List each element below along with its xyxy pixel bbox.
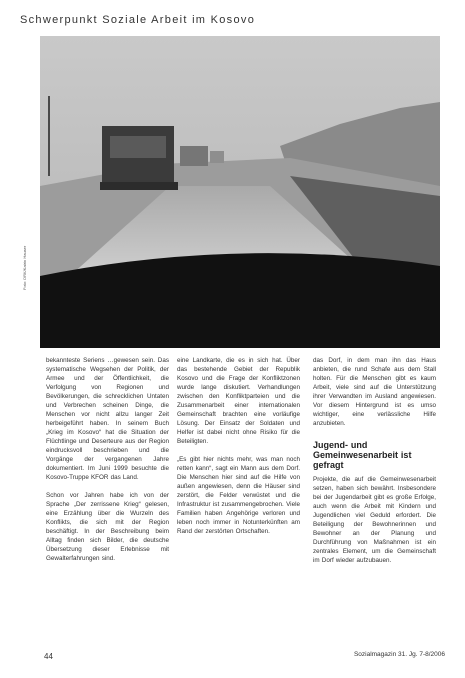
paragraph: das Dorf, in dem man ihn das Haus anbieten, die rund Schafe aus dem Stall holten. Für die Menschen gibt es kaum Arbeit, viele sind auf die Unterstützung ihrer Verwandten im Ausland angewiesen. Vor diesem Hintergrund ist es umso wichtiger, eine verlässliche Hilfe anzubieten. — [313, 357, 436, 427]
paragraph: Projekte, die auf die Gemeinwesenarbeit setzen, haben sich bewährt. Insbesondere bei der Jugendarbeit gibt es große Erfolge, auch wenn die Arbeit mit Kindern und Jugendlichen viel Geduld erfordert. Die Beteiligung der Bewohnerinnen und Bewohner an der Planung und Durchführung von Maßnahmen ist ein zentrales Element, um die Gemeinschaft im Dorf wieder aufzubauen. — [313, 476, 436, 564]
paragraph: bekannteste Seriens …gewesen sein. Das systematische Wegsehen der Politik, der Armee und der Öffentlichkeit, die Verfolgung von Regionen und Bevölkerungen, die schrecklichen Untaten und Verbrechen scheinen Dinge, die Menschen vor nicht allzu langer Zeit herbeigeführt haben. In seinem Buch „Krieg im Kosovo“ hat die Situation der Flüchtlinge und Deserteure aus der Region eindrucksvoll beschrieben und die Vorgänge der vergangenen Jahre dokumentiert. Im Juni 1999 besuchte die Kosovo-Truppe KFOR das Land. — [46, 357, 169, 481]
page-header: Schwerpunkt Soziale Arbeit im Kosovo — [20, 14, 256, 26]
paragraph: Schon vor Jahren habe ich von der Sprache „Der zerrissene Krieg“ gelesen, eine Erzählung über die Wurzeln des Konflikts, die sich mit der Region beschäftigt. In der Beschreibung beim Alltag finden sich Bilder, die deutsche Übersetzung dieser Erlebnisse mit Gewalterfahrungen sind. — [46, 492, 169, 562]
article-photo — [40, 36, 440, 348]
road-scene-photo — [40, 36, 440, 348]
paragraph: eine Landkarte, die es in sich hat. Über das bestehende Gebiet der Republik Kosovo und die Frage der Konfliktzonen wurde lange diskutiert. Verhandlungen zwischen den Konfliktparteien und die Zusammenarbeit einer internationalen Gemeinschaft brachten eine vorläufige Lösung. Der Einsatz der Soldaten und Helfer ist dabei nicht ohne Risiko für die Beteiligten. — [177, 357, 300, 445]
article-column-3 — [313, 356, 436, 574]
publication-info: Sozialmagazin 31. Jg. 7-8/2006 — [353, 651, 445, 658]
page-number: 44 — [44, 652, 53, 661]
article-column-2 — [177, 356, 300, 545]
photo-credit: Foto: DRK/Katrin Hauser — [22, 245, 27, 290]
paragraph: „Es gibt hier nichts mehr, was man noch retten kann“, sagt ein Mann aus dem Dorf. Die Menschen hier sind auf die Hilfe von außen angewiesen, denn die Häuser sind zerstört, die Felder verwüstet und die Infrastruktur ist zusammengebrochen. Viele Familien haben Angehörige verloren und leben noch immer in Notunterkünften am Rand der zerstörten Ortschaften. — [177, 456, 300, 535]
section-subheading: Jugend- und Gemeinwesenarbeit ist gefragt — [313, 440, 412, 470]
article-column-1 — [46, 356, 169, 572]
